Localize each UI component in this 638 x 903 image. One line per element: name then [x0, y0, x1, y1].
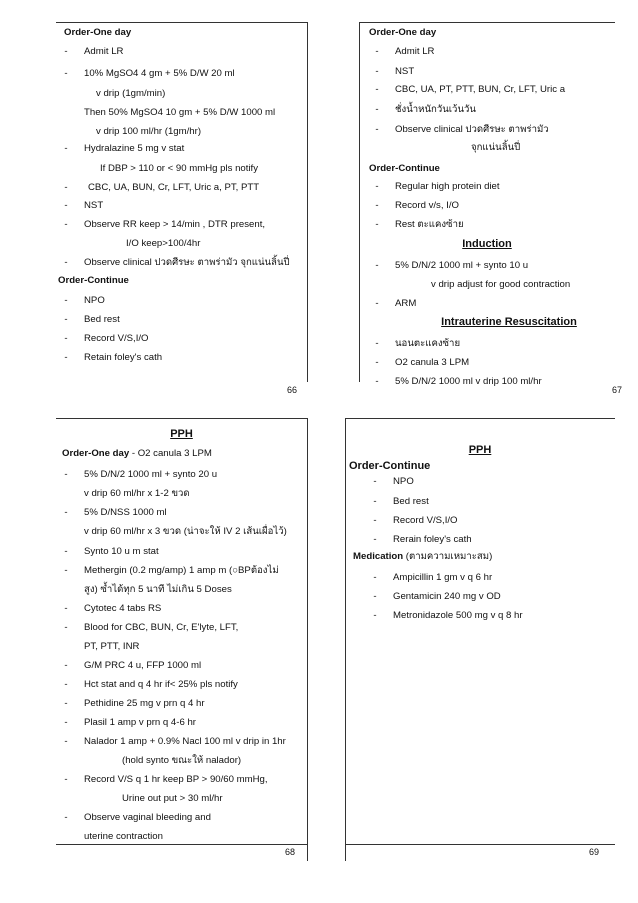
p67-item-2: CBC, UA, PT, PTT, BUN, Cr, LFT, Uric a: [395, 84, 566, 95]
p67-resus-0: นอนตะแคงซ้าย: [395, 338, 461, 349]
p69-continue-0: NPO: [393, 476, 414, 487]
p68-item-3: v drip 60 ml/hr x 3 ขวด (น่าจะให้ IV 2 เส้นเผื่อไว้): [84, 526, 287, 537]
p68-item-8: Blood for CBC, BUN, Cr, E'lyte, LFT,: [84, 622, 239, 633]
p68-item-4: Synto 10 u m stat: [84, 546, 159, 557]
p68-item-9: PT, PTT, INR: [84, 641, 140, 652]
p68-order-one-day-line: [62, 448, 212, 460]
p67-dash: -: [375, 260, 379, 271]
p67-continue-1: Record v/s, I/O: [395, 200, 459, 211]
p67-induction-1: v drip adjust for good contraction: [431, 279, 571, 290]
p66-continue-2: Record V/S,I/O: [84, 333, 149, 344]
p66-item-3: Then 50% MgSO4 10 gm + 5% D/W 1000 ml: [84, 107, 276, 118]
p69-medication-suffix: (ตามความเหมาะสม): [403, 551, 493, 562]
p68-dash: -: [64, 660, 68, 671]
p68-item-1: v drip 60 ml/hr x 1-2 ขวด: [84, 488, 190, 499]
p67-resus-title: Intrauterine Resuscitation: [441, 316, 577, 328]
p67-dash: -: [375, 124, 379, 135]
p68-item-2: 5% D/NSS 1000 ml: [84, 507, 167, 518]
p68-item-7: Cytotec 4 tabs RS: [84, 603, 162, 614]
p67-resus-1: O2 canula 3 LPM: [395, 357, 470, 368]
p68-dash: -: [64, 622, 68, 633]
p69-dash: -: [373, 591, 377, 602]
p68-item-19: uterine contraction: [84, 831, 163, 842]
p68-dash: -: [64, 507, 68, 518]
p66-dash: -: [64, 314, 68, 325]
p68-dash: -: [64, 679, 68, 690]
page-69: [319, 400, 638, 903]
p67-dash: -: [375, 298, 379, 309]
p66-dash: -: [64, 219, 68, 230]
p68-order-one-day: Order-One day: [62, 448, 130, 459]
page-67-left-border: [359, 22, 360, 382]
p67-order-one-day: Order-One day: [369, 27, 437, 38]
p68-item-16: Record V/S q 1 hr keep BP > 90/60 mmHg,: [84, 774, 268, 785]
p66-item-11: Observe clinical ปวดศีรษะ ตาพร่ามัว จุกแน่นลิ้นปี่: [84, 257, 290, 268]
p69-dash: -: [373, 610, 377, 621]
p69-medication-line: [353, 551, 492, 563]
page-68-bottom-border: [56, 844, 307, 845]
p66-dash: -: [64, 182, 68, 193]
p68-item-11: Hct stat and q 4 hr if< 25% pls notify: [84, 679, 238, 690]
p67-dash: -: [375, 46, 379, 57]
p68-dash: -: [64, 736, 68, 747]
page-68: [0, 400, 319, 903]
p67-dash: -: [375, 338, 379, 349]
page-66-right-border: [307, 22, 308, 382]
p66-continue-1: Bed rest: [84, 314, 120, 325]
page-66-top-border: [56, 22, 307, 23]
p68-item-6: สูง) ซ้ำได้ทุก 5 นาที ไม่เกิน 5 Doses: [84, 584, 232, 595]
p67-item-1: NST: [395, 66, 415, 77]
p68-dash: -: [64, 812, 68, 823]
p67-resus-2: 5% D/N/2 1000 ml v drip 100 ml/hr: [395, 376, 542, 387]
p66-item-6: If DBP > 110 or < 90 mmHg pls notify: [100, 163, 259, 174]
p66-page-number: 66: [287, 385, 298, 395]
p67-item-0: Admit LR: [395, 46, 435, 57]
p66-item-10: I/O keep>100/4hr: [126, 238, 201, 249]
p66-dash: -: [64, 333, 68, 344]
p69-dash: -: [373, 515, 377, 526]
p67-dash: -: [375, 181, 379, 192]
p68-item-10: G/M PRC 4 u, FFP 1000 ml: [84, 660, 202, 671]
p67-continue-2: Rest ตะแคงซ้าย: [395, 219, 464, 230]
page-69-bottom-border: [345, 844, 615, 845]
page-69-left-border: [345, 418, 346, 861]
p68-page-number: 68: [285, 847, 296, 857]
p68-item-0: 5% D/N/2 1000 ml + synto 20 u: [84, 469, 218, 480]
p69-title: PPH: [468, 444, 492, 456]
p68-dash: -: [64, 565, 68, 576]
p66-item-4: v drip 100 ml/hr (1gm/hr): [96, 126, 202, 137]
p66-dash: -: [64, 295, 68, 306]
p68-item-18: Observe vaginal bleeding and: [84, 812, 211, 823]
p66-item-9: Observe RR keep > 14/min , DTR present,: [84, 219, 266, 230]
p68-title: PPH: [170, 428, 193, 440]
p67-dash: -: [375, 84, 379, 95]
p69-continue-3: Rerain foley's cath: [393, 534, 472, 545]
p69-page-number: 69: [589, 847, 600, 857]
p67-dash: -: [375, 104, 379, 115]
p69-medication-label: Medication: [353, 551, 404, 562]
page-66: [0, 0, 319, 400]
p69-med-0: Ampicillin 1 gm v q 6 hr: [393, 572, 493, 583]
p66-dash: -: [64, 46, 68, 57]
p67-dash: -: [375, 376, 379, 387]
p67-item-4: Observe clinical ปวดศีรษะ ตาพร่ามัว: [395, 124, 549, 135]
p68-item-15: (hold synto ขณะให้ nalador): [122, 755, 242, 766]
p68-item-13: Plasil 1 amp v prn q 4-6 hr: [84, 717, 196, 728]
p69-dash: -: [373, 496, 377, 507]
page-68-top-border: [56, 418, 307, 419]
p68-item-12: Pethidine 25 mg v prn q 4 hr: [84, 698, 205, 709]
p66-dash: -: [64, 257, 68, 268]
p66-dash: -: [64, 352, 68, 363]
p67-induction-0: 5% D/N/2 1000 ml + synto 10 u: [395, 260, 529, 271]
p66-continue-3: Retain foley's cath: [84, 352, 163, 363]
p69-med-1: Gentamicin 240 mg v OD: [393, 591, 501, 602]
p66-item-8: NST: [84, 200, 104, 211]
p66-dash: -: [64, 143, 68, 154]
page-67-top-border: [359, 22, 615, 23]
p67-dash: -: [375, 200, 379, 211]
p69-med-2: Metronidazole 500 mg v q 8 hr: [393, 610, 523, 621]
p66-continue-0: NPO: [84, 295, 105, 306]
p66-item-5: Hydralazine 5 mg v stat: [84, 143, 185, 154]
p66-item-0: Admit LR: [84, 46, 124, 57]
p67-induction-2: ARM: [395, 298, 417, 309]
p68-item-14: Nalador 1 amp + 0.9% Nacl 100 ml v drip in 1hr: [84, 736, 286, 747]
p67-dash: -: [375, 357, 379, 368]
p66-dash: -: [64, 200, 68, 211]
p69-continue-2: Record V/S,I/O: [393, 515, 458, 526]
p66-order-continue: Order-Continue: [58, 275, 129, 286]
p68-order-one-day-suffix: - O2 canula 3 LPM: [129, 448, 212, 459]
p67-item-3: ชั่งน้ำหนักวันเว้นวัน: [395, 104, 476, 115]
p67-order-continue: Order-Continue: [369, 163, 440, 174]
p67-dash: -: [375, 66, 379, 77]
p68-dash: -: [64, 774, 68, 785]
p66-item-2: v drip (1gm/min): [96, 88, 166, 99]
p68-dash: -: [64, 698, 68, 709]
p67-page-number: 67: [612, 385, 623, 395]
p69-continue-1: Bed rest: [393, 496, 429, 507]
p66-item-1: 10% MgSO4 4 gm + 5% D/W 20 ml: [84, 68, 235, 79]
p68-item-17: Urine out put > 30 ml/hr: [122, 793, 223, 804]
p67-continue-0: Regular high protein diet: [395, 181, 500, 192]
p69-dash: -: [373, 476, 377, 487]
p68-dash: -: [64, 603, 68, 614]
p67-dash: -: [375, 219, 379, 230]
p68-dash: -: [64, 469, 68, 480]
p69-order-continue: Order-Continue: [349, 460, 431, 472]
p69-dash: -: [373, 534, 377, 545]
page-67: [319, 0, 638, 400]
p69-dash: -: [373, 572, 377, 583]
p67-induction-title: Induction: [462, 238, 512, 250]
p68-dash: -: [64, 546, 68, 557]
p66-order-one-day: Order-One day: [64, 27, 132, 38]
p66-dash: -: [64, 68, 68, 79]
p68-item-5: Methergin (0.2 mg/amp) 1 amp m (○BPต้องไม่: [84, 565, 279, 576]
p66-item-7: CBC, UA, BUN, Cr, LFT, Uric a, PT, PTT: [88, 182, 260, 193]
page-68-right-border: [307, 418, 308, 861]
page-69-top-border: [345, 418, 615, 419]
p67-item-5: จุกแน่นลิ้นปี่: [471, 142, 521, 153]
p68-dash: -: [64, 717, 68, 728]
